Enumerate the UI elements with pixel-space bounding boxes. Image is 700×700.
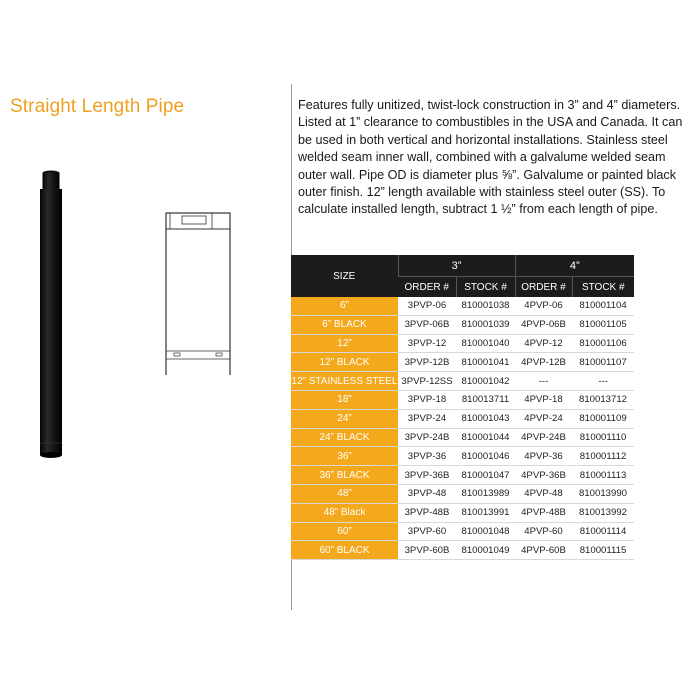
size-cell: 18” (291, 390, 398, 409)
stock-header-4in: STOCK # (572, 277, 634, 298)
stock-4in-cell: 810013712 (572, 390, 634, 409)
size-cell: 48” Black (291, 503, 398, 522)
spec-table-body (291, 297, 634, 560)
stock-4in-cell: --- (572, 372, 634, 391)
order-3in-cell: 3PVP-36B (398, 466, 456, 485)
stock-4in-cell: 810001109 (572, 409, 634, 428)
stock-4in-cell: 810001107 (572, 353, 634, 372)
order-4in-cell: --- (515, 372, 572, 391)
stock-4in-cell: 810013992 (572, 503, 634, 522)
order-4in-cell: 4PVP-24B (515, 428, 572, 447)
order-3in-cell: 3PVP-48 (398, 484, 456, 503)
order-4in-cell: 4PVP-06 (515, 297, 572, 315)
stock-4in-cell: 810001105 (572, 315, 634, 334)
stock-4in-cell: 810001115 (572, 541, 634, 560)
stock-3in-cell: 810013989 (456, 484, 515, 503)
order-3in-cell: 3PVP-06B (398, 315, 456, 334)
size-cell: 12” BLACK (291, 353, 398, 372)
order-3in-cell: 3PVP-12 (398, 334, 456, 353)
table-row (291, 447, 634, 466)
order-4in-cell: 4PVP-12B (515, 353, 572, 372)
stock-3in-cell: 810013711 (456, 390, 515, 409)
size-cell: 36” (291, 447, 398, 466)
stock-3in-cell: 810001047 (456, 466, 515, 485)
stock-3in-cell: 810001039 (456, 315, 515, 334)
size-cell: 12” STAINLESS STEEL (291, 372, 398, 391)
page-title: Straight Length Pipe (10, 96, 185, 117)
order-3in-cell: 3PVP-24 (398, 409, 456, 428)
size-cell: 36” BLACK (291, 466, 398, 485)
order-header-3in: ORDER # (398, 277, 456, 298)
stock-4in-cell: 810001113 (572, 466, 634, 485)
order-4in-cell: 4PVP-06B (515, 315, 572, 334)
order-header-4in: ORDER # (515, 277, 572, 298)
stock-3in-cell: 810001044 (456, 428, 515, 447)
spec-table (291, 255, 634, 560)
order-4in-cell: 4PVP-24 (515, 409, 572, 428)
order-3in-cell: 3PVP-60B (398, 541, 456, 560)
table-row (291, 466, 634, 485)
size-cell: 12” (291, 334, 398, 353)
size-cell: 6” BLACK (291, 315, 398, 334)
size-cell: 60” BLACK (291, 541, 398, 560)
order-4in-cell: 4PVP-18 (515, 390, 572, 409)
table-row (291, 315, 634, 334)
stock-4in-cell: 810001106 (572, 334, 634, 353)
size-cell: 24” (291, 409, 398, 428)
size-cell: 6” (291, 297, 398, 315)
stock-3in-cell: 810001043 (456, 409, 515, 428)
order-3in-cell: 3PVP-24B (398, 428, 456, 447)
size-cell: 60” (291, 522, 398, 541)
stock-3in-cell: 810001048 (456, 522, 515, 541)
stock-4in-cell: 810001104 (572, 297, 634, 315)
table-row (291, 334, 634, 353)
stock-4in-cell: 810001112 (572, 447, 634, 466)
table-row (291, 353, 634, 372)
stock-3in-cell: 810001046 (456, 447, 515, 466)
table-row (291, 297, 634, 315)
stock-3in-cell: 810001041 (456, 353, 515, 372)
stock-4in-cell: 810001114 (572, 522, 634, 541)
table-row (291, 503, 634, 522)
order-3in-cell: 3PVP-18 (398, 390, 456, 409)
order-3in-cell: 3PVP-12B (398, 353, 456, 372)
size-cell: 48” (291, 484, 398, 503)
stock-4in-cell: 810013990 (572, 484, 634, 503)
table-row (291, 522, 634, 541)
table-row (291, 428, 634, 447)
size-cell: 24” BLACK (291, 428, 398, 447)
order-4in-cell: 4PVP-60 (515, 522, 572, 541)
order-4in-cell: 4PVP-36 (515, 447, 572, 466)
stock-3in-cell: 810013991 (456, 503, 515, 522)
stock-3in-cell: 810001040 (456, 334, 515, 353)
stock-3in-cell: 810001038 (456, 297, 515, 315)
group-header-3in: 3” (398, 255, 515, 277)
table-row (291, 484, 634, 503)
pipe-photo (30, 160, 70, 460)
order-3in-cell: 3PVP-06 (398, 297, 456, 315)
order-3in-cell: 3PVP-60 (398, 522, 456, 541)
order-4in-cell: 4PVP-48 (515, 484, 572, 503)
product-description: Features fully unitized, twist-lock construction in 3” and 4” diameters. Listed at 1” clearance to combustibles in the USA and Canada. It can be used in both vertical and horizontal installations. Stainless steel welded seam inner wall, combined with a galvalume welded seam outer wall. Pipe OD is diameter plus ⅝”. Galvalume or painted black outer finish. 12” length available with stainless steel outer (SS). To calculate installed length, subtract 1 ½” from each length of pipe. (298, 98, 683, 217)
group-header-4in: 4” (515, 255, 634, 277)
table-row (291, 390, 634, 409)
order-4in-cell: 4PVP-12 (515, 334, 572, 353)
stock-3in-cell: 810001042 (456, 372, 515, 391)
order-4in-cell: 4PVP-60B (515, 541, 572, 560)
order-4in-cell: 4PVP-48B (515, 503, 572, 522)
table-row (291, 372, 634, 391)
order-3in-cell: 3PVP-12SS (398, 372, 456, 391)
stock-3in-cell: 810001049 (456, 541, 515, 560)
order-3in-cell: 3PVP-36 (398, 447, 456, 466)
pipe-diagram (160, 205, 240, 375)
stock-header-3in: STOCK # (456, 277, 515, 298)
order-3in-cell: 3PVP-48B (398, 503, 456, 522)
size-header: SIZE (291, 255, 398, 297)
table-row (291, 409, 634, 428)
order-4in-cell: 4PVP-36B (515, 466, 572, 485)
stock-4in-cell: 810001110 (572, 428, 634, 447)
table-row (291, 541, 634, 560)
